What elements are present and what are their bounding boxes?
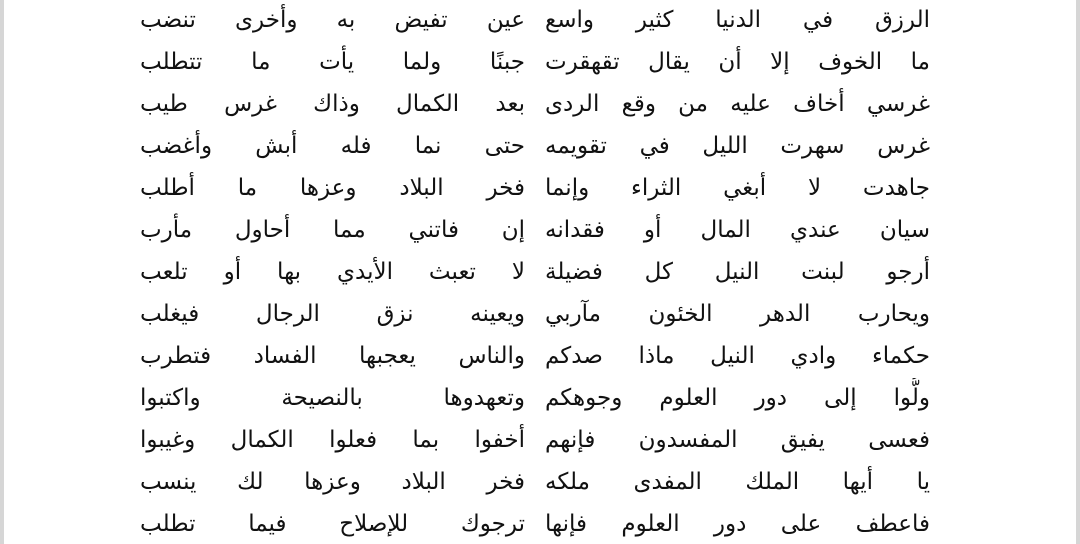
verse-first-half: ولُّوا إلى دور العلوم وجوهكم — [545, 385, 930, 411]
verse-first-half: ما الخوف إلا أن يقال تقهقرت — [545, 49, 930, 75]
verse-second-half: حتى نما فله أبش وأغضب — [140, 133, 525, 159]
verse-second-half: فخر البلاد وعزها ما أطلب — [140, 175, 525, 201]
verse-second-half: جبنًا ولما يأت ما تتطلب — [140, 49, 525, 75]
poem-left-column — [140, 0, 525, 544]
verse-second-half: لا تعبث الأيدي بها أو تلعب — [140, 259, 525, 285]
verse-second-half: ويعينه نزق الرجال فيغلب — [140, 301, 525, 327]
verse-first-half: أرجو لبنت النيل كل فضيلة — [545, 259, 930, 285]
verse-second-half: بعد الكمال وذاك غرس طيب — [140, 91, 525, 117]
verse-first-half: ويحارب الدهر الخئون مآربي — [545, 301, 930, 327]
verse-second-half: وتعهدوها بالنصيحة واكتبوا — [140, 385, 525, 411]
verse-first-half: يا أيها الملك المفدى ملكه — [545, 469, 930, 495]
verse-first-half: حكماء وادي النيل ماذا صدكم — [545, 343, 930, 369]
verse-second-half: ترجوك للإصلاح فيما تطلب — [140, 511, 525, 537]
verse-second-half: إن فاتني مما أحاول مأرب — [140, 217, 525, 243]
verse-first-half: غرس سهرت الليل في تقويمه — [545, 133, 930, 159]
verse-first-half: فعسى يفيق المفسدون فإنهم — [545, 427, 930, 453]
verse-first-half: سيان عندي المال أو فقدانه — [545, 217, 930, 243]
verse-second-half: فخر البلاد وعزها لك ينسب — [140, 469, 525, 495]
verse-first-half: غرسي أخاف عليه من وقع الردى — [545, 91, 930, 117]
verse-second-half: أخفوا بما فعلوا الكمال وغيبوا — [140, 427, 525, 453]
verse-second-half: عين تفيض به وأخرى تنضب — [140, 7, 525, 33]
verse-first-half: فاعطف على دور العلوم فإنها — [545, 511, 930, 537]
poem-right-column — [545, 0, 930, 544]
verse-first-half: الرزق في الدنيا كثير واسع — [545, 7, 930, 33]
verse-second-half: والناس يعجبها الفساد فتطرب — [140, 343, 525, 369]
verse-first-half: جاهدت لا أبغي الثراء وإنما — [545, 175, 930, 201]
